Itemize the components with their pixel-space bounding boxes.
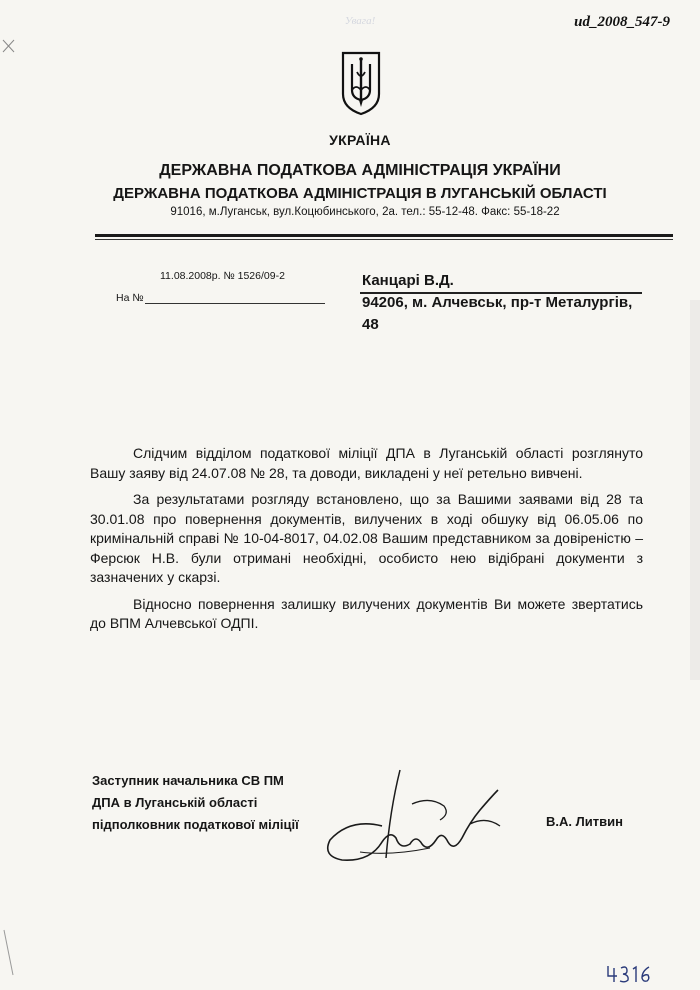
header-divider-thin (95, 239, 673, 240)
document-id: ud_2008_547-9 (574, 14, 670, 30)
bleed-through-text: Увага! (344, 15, 376, 27)
body-paragraph: Слідчим відділом податкової міліції ДПА в Луганській області розглянуто Вашу заяву від 24.07.08 № 28, та доводи, викладені у неї ретельно вивчені. (90, 445, 643, 481)
organization-address: 91016, м.Луганськ, вул.Коцюбинського, 2а. тел.: 55-12-48. Факс: 55-18-22 (170, 206, 560, 218)
regional-organization-name: ДЕРЖАВНА ПОДАТКОВА АДМІНІСТРАЦІЯ В ЛУГАНСЬКІЙ ОБЛАСТІ (113, 185, 607, 202)
signatory-name: В.А. Литвин (546, 814, 623, 829)
body-paragraph: Відносно повернення залишку вилучених документів Ви можете звертатись до ВПМ Алчевської ОДПІ. (90, 595, 643, 631)
organization-name: ДЕРЖАВНА ПОДАТКОВА АДМІНІСТРАЦІЯ УКРАЇНИ (159, 162, 561, 179)
header-divider (95, 234, 673, 237)
binder-holes (0, 0, 18, 990)
letter-body (90, 444, 643, 641)
incoming-reference-label: На № (116, 292, 144, 304)
body-paragraph: За результатами розгляду встановлено, що за Вашими заявами від 28 та 30.01.08 про повернення документів, вилучених в ході обшуку від 06.05.06 по кримінальній справі № 10-04-8017, 04.02.08 Вашим представником за довіреністю – Ферсюк Н.В. були отримані необхідні, особисто нею відібрані документи з зазначених у скарзі. (90, 491, 643, 585)
incoming-reference-line (145, 303, 325, 304)
country-name: УКРАЇНА (329, 132, 391, 148)
recipient-address: 94206, м. Алчевськ, пр-т Металургів, 48 (362, 294, 633, 333)
handwritten-page-number (605, 962, 655, 984)
recipient-underline (360, 292, 642, 294)
recipient-name: Канцарі В.Д. (362, 272, 454, 289)
handwritten-signature (320, 760, 520, 870)
scan-edge-shadow (690, 300, 700, 680)
recipient-block (362, 270, 652, 336)
outgoing-reference: 11.08.2008р. № 1526/09-2 (160, 270, 285, 282)
signatory-title: Заступник начальника СВ ПМ ДПА в Луганській області підполковник податкової міліції (92, 773, 299, 832)
trident-emblem-icon (340, 50, 382, 116)
